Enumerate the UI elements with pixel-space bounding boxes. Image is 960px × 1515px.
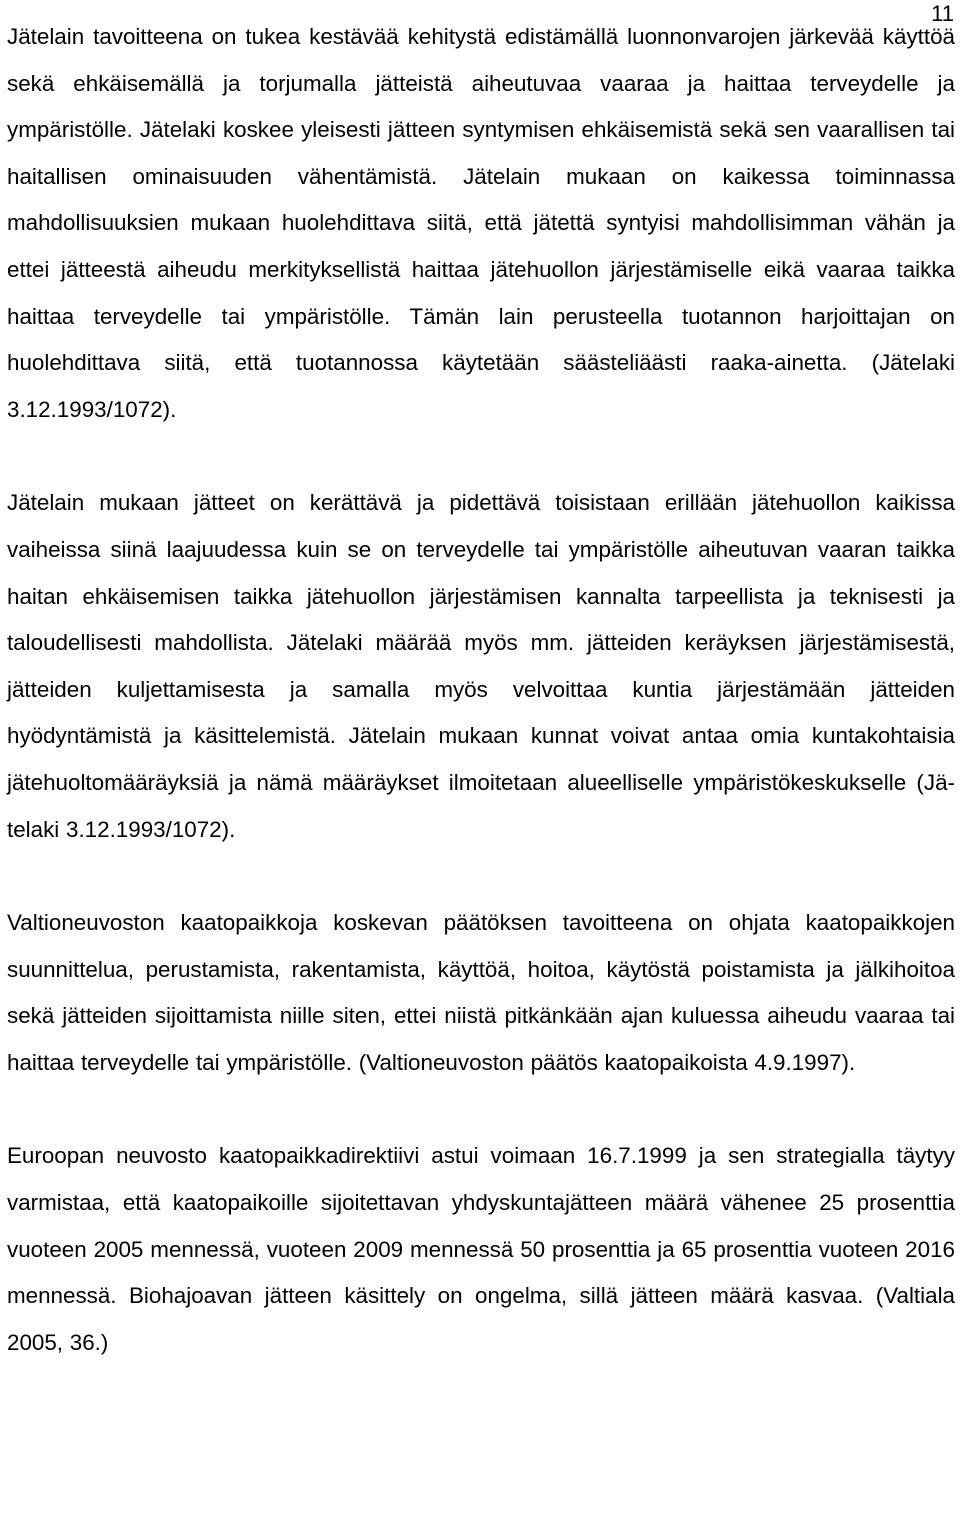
paragraph-waste-separation: Jätelain mukaan jätteet on kerättävä ja pidettävä toisistaan erillään jätehuollon kaikissa vaiheissa siinä laajuudessa kuin se on terveydelle tai ympäristölle aiheutuvan vaaran taikka haitan ehkäisemisen taikka jätehuollon järjestämisen kannalta tarpeellista ja teknisesti ja taloudellisesti mahdollista. Jätelaki määrää myös mm. jätteiden keräyksen järjestämisestä, jätteiden kuljettamisesta ja samalla myös velvoittaa kuntia järjestämään jätteiden hyödyntämistä ja käsittelemistä. Jätelain mukaan kunnat voivat antaa omia kuntakohtaisia jätehuoltomääräyksiä ja nämä määräykset ilmoitetaan alueelliselle ympäristökeskukselle (Jätelaki 3.12.1993/1072). bbox=[7, 490, 955, 842]
paragraph-waste-act-objective: Jätelain tavoitteena on tukea kestävää kehitystä edistämällä luonnonvarojen järkevää käyttöä sekä ehkäisemällä ja torjumalla jätteistä aiheutuvaa vaaraa ja haittaa terveydelle ja ympäristölle. Jätelaki koskee yleisesti jätteen syntymisen ehkäisemistä sekä sen vaarallisen tai haitallisen ominaisuuden vähentämistä. Jätelain mukaan on kaikessa toiminnassa mahdollisuuksien mukaan huolehdittava siitä, että jätettä syntyisi mahdollisimman vähän ja ettei jätteestä aiheudu merkityksellistä haittaa jätehuollon järjestämiselle eikä vaaraa taikka haittaa terveydelle tai ympäristölle. Tämän lain perusteella tuotannon harjoittajan on huolehdittava siitä, että tuotannossa käytetään säästeliäästi raaka-ainetta. (Jätelaki 3.12.1993/1072). bbox=[7, 24, 955, 422]
paragraph-landfill-directive: Euroopan neuvosto kaatopaikkadirektiivi astui voimaan 16.7.1999 ja sen strategialla täytyy varmistaa, että kaatopaikoille sijoitettavan yhdyskuntajätteen määrä vähenee 25 prosenttia vuoteen 2005 mennessä, vuoteen 2009 mennessä 50 prosenttia ja 65 prosenttia vuoteen 2016 mennessä. Biohajoavan jätteen käsittely on ongelma, sillä jätteen määrä kasvaa. (Valtiala 2005, 36.) bbox=[7, 1143, 955, 1355]
paragraph-landfill-decision: Valtioneuvoston kaatopaikkoja koskevan päätöksen tavoitteena on ohjata kaatopaikkojen suunnittelua, perustamista, rakentamista, käyttöä, hoitoa, käytöstä poistamista ja jälkihoitoa sekä jätteiden sijoittamista niille siten, ettei niistä pitkänkään ajan kuluessa aiheudu vaaraa tai haittaa terveydelle tai ympäristölle. (Valtioneuvoston päätös kaatopaikoista 4.9.1997). bbox=[7, 910, 955, 1075]
page-number: 11 bbox=[931, 1, 954, 26]
body-text bbox=[7, 14, 955, 1366]
